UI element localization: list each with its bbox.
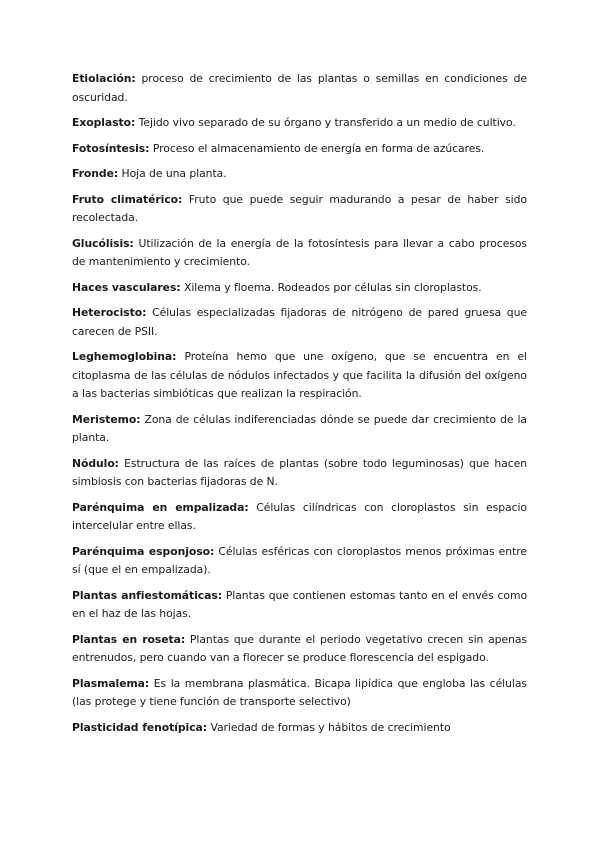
glossary-definition: Plantas que contienen estomas tanto en el envés como en el haz de las hojas. <box>72 588 527 620</box>
glossary-entry-meristemo <box>72 411 527 448</box>
glossary-definition: Células esféricas con cloroplastos menos próximas entre sí (que el en empalizada). <box>72 544 527 576</box>
glossary-term: Plantas anfiestomáticas: <box>72 588 222 602</box>
glossary-definition: Proceso el almacenamiento de energía en forma de azúcares. <box>149 141 485 155</box>
glossary-definition: Es la membrana plasmática. Bicapa lipídica que engloba las células (las protege y tiene función de transporte selectivo) <box>72 676 527 708</box>
glossary-definition: Proteína hemo que une oxígeno, que se encuentra en el citoplasma de las células de nódulos infectados y que facilita la difusión del oxígeno a las bacterias simbióticas que realizan la respiración. <box>72 350 527 400</box>
glossary-entry-heterocisto <box>72 304 527 341</box>
glossary-definition: Hoja de una planta. <box>118 167 227 180</box>
glossary-definition: Utilización de la energía de la fotosíntesis para llevar a cabo procesos de mantenimiento y crecimiento. <box>72 236 527 268</box>
glossary-entry-glucolisis <box>72 235 527 272</box>
glossary-term: Parénquima en empalizada: <box>72 500 249 514</box>
glossary-entry-fronde <box>72 165 527 184</box>
glossary-entry-nodulo <box>72 455 527 492</box>
glossary-term: Fronde: <box>72 167 119 180</box>
glossary-term: Plasmalema: <box>72 676 150 690</box>
glossary-page <box>72 70 527 744</box>
glossary-definition: Zona de células indiferenciadas dónde se puede dar crecimiento de la planta. <box>72 412 527 444</box>
glossary-entry-etiolacion <box>72 70 527 107</box>
glossary-term: Glucólisis: <box>72 236 134 250</box>
glossary-entry-parenquima-esponjoso <box>72 543 527 580</box>
glossary-term: Heterocisto: <box>72 306 147 319</box>
glossary-term: Fruto climatérico: <box>72 192 183 206</box>
glossary-entry-fotosintesis <box>72 140 527 159</box>
glossary-entry-plasticidad-fenotipica <box>72 719 527 738</box>
glossary-entry-exoplasto <box>72 114 527 133</box>
glossary-term: Haces vasculares: <box>72 280 181 294</box>
glossary-definition: Estructura de las raíces de plantas (sobre todo leguminosas) que hacen simbiosis con bacterias fijadoras de N. <box>72 456 527 488</box>
glossary-entry-haces-vasculares <box>72 279 527 298</box>
glossary-definition: Fruto que puede seguir madurando a pesar de haber sido recolectada. <box>72 192 527 224</box>
glossary-term: Meristemo: <box>72 412 141 426</box>
glossary-entry-plantas-en-roseta <box>72 631 527 668</box>
glossary-definition: Xilema y floema. Rodeados por células sin cloroplastos. <box>180 280 482 294</box>
glossary-term: Parénquima esponjoso: <box>72 544 215 558</box>
glossary-entry-leghemoglobina <box>72 348 527 404</box>
glossary-definition: Células especializadas fijadoras de nitrógeno de pared gruesa que carecen de PSII. <box>72 306 527 338</box>
glossary-definition: Plantas que durante el periodo vegetativo crecen sin apenas entrenudos, pero cuando van a florecer se produce florescencia del espigado. <box>72 632 528 664</box>
glossary-term: Nódulo: <box>72 456 119 470</box>
glossary-entry-fruto-climaterico <box>72 191 527 228</box>
glossary-definition: Células cilíndricas con cloroplastos sin espacio intercelular entre ellas. <box>72 500 527 532</box>
glossary-entry-parenquima-empalizada <box>72 499 527 536</box>
glossary-term: Etiolación: <box>72 72 136 85</box>
glossary-entry-plantas-anfiestomaticas <box>72 587 527 624</box>
glossary-term: Plantas en roseta: <box>72 632 186 646</box>
glossary-term: Fotosíntesis: <box>72 141 150 155</box>
glossary-term: Exoplasto: <box>72 116 136 129</box>
glossary-definition: Variedad de formas y hábitos de crecimiento <box>207 720 451 734</box>
glossary-definition: proceso de crecimiento de las plantas o semillas en condiciones de oscuridad. <box>72 72 527 104</box>
glossary-term: Plasticidad fenotípica: <box>72 720 208 734</box>
glossary-term: Leghemoglobina: <box>72 350 177 363</box>
glossary-entry-plasmalema <box>72 675 527 712</box>
glossary-definition: Tejido vivo separado de su órgano y transferido a un medio de cultivo. <box>135 116 516 129</box>
